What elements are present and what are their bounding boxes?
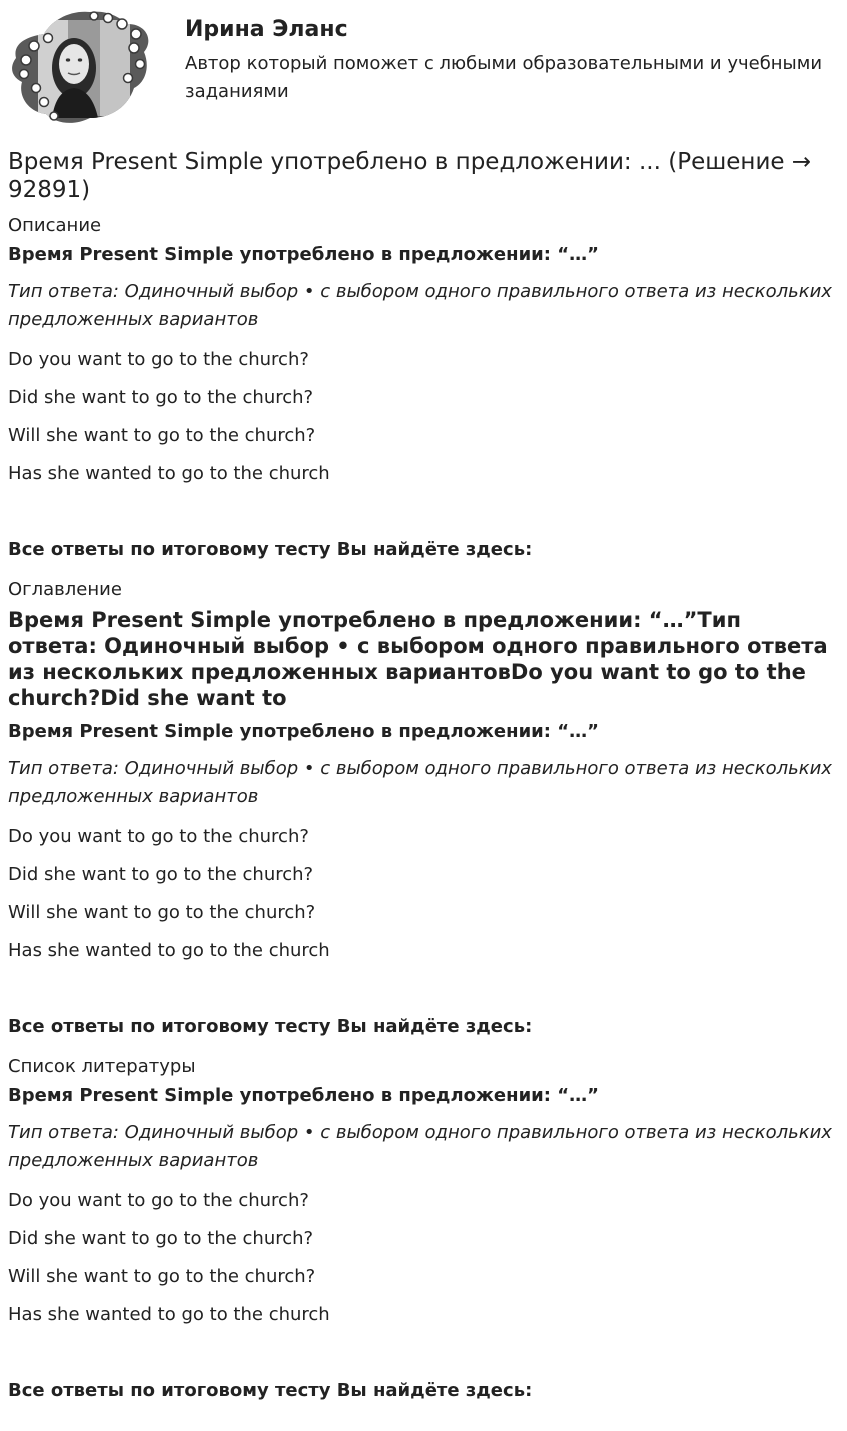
section-label-contents: Оглавление <box>8 579 122 600</box>
question-title: Время Present Simple употреблено в предложении: “…” <box>8 721 599 742</box>
answer-option: Did she want to go to the church? <box>8 1228 314 1249</box>
section-label-description: Описание <box>8 215 102 236</box>
avatar-photo-icon <box>8 6 154 128</box>
answer-option: Do you want to go to the church? <box>8 826 309 847</box>
answer-option: Did she want to go to the church? <box>8 864 314 885</box>
answer-option: Do you want to go to the church? <box>8 349 309 370</box>
answers-note: Все ответы по итоговому тесту Вы найдёте здесь: <box>8 539 533 560</box>
section-label-references: Список литературы <box>8 1056 196 1077</box>
answer-option: Did she want to go to the church? <box>8 387 314 408</box>
answer-option: Will she want to go to the church? <box>8 1266 316 1287</box>
answer-option: Will she want to go to the church? <box>8 425 316 446</box>
author-card <box>8 6 839 128</box>
main-content <box>8 148 839 1403</box>
answer-option: Do you want to go to the church? <box>8 1190 309 1211</box>
author-name[interactable]: Ирина Эланс <box>185 17 348 42</box>
answer-type: Тип ответа: Одиночный выбор • с выбором одного правильного ответа из нескольких предложенных вариантов <box>8 1122 832 1171</box>
answers-note: Все ответы по итоговому тесту Вы найдёте здесь: <box>8 1380 533 1401</box>
answer-option: Has she wanted to go to the church <box>8 1304 330 1325</box>
author-description: Автор который поможет с любыми образовательными и учебными заданиями <box>185 53 823 102</box>
question-title: Время Present Simple употреблено в предложении: “…” <box>8 244 599 265</box>
answer-option: Has she wanted to go to the church <box>8 463 330 484</box>
question-title: Время Present Simple употреблено в предложении: “…” <box>8 1085 599 1106</box>
answer-option: Will she want to go to the church? <box>8 902 316 923</box>
answers-note: Все ответы по итоговому тесту Вы найдёте здесь: <box>8 1016 533 1037</box>
answer-option: Has she wanted to go to the church <box>8 940 330 961</box>
page-title: Время Present Simple употреблено в предложении: ... (Решение → 92891) <box>8 149 812 203</box>
answer-type: Тип ответа: Одиночный выбор • с выбором одного правильного ответа из нескольких предложенных вариантов <box>8 758 832 807</box>
answer-type: Тип ответа: Одиночный выбор • с выбором одного правильного ответа из нескольких предложенных вариантов <box>8 281 832 330</box>
avatar[interactable] <box>8 6 154 128</box>
toc-heading: Время Present Simple употреблено в предложении: “…”Тип ответа: Одиночный выбор • с выбором одного правильного ответа из нескольких предложенных вариантовDo you want to go to the church?Did she want to <box>8 608 828 710</box>
